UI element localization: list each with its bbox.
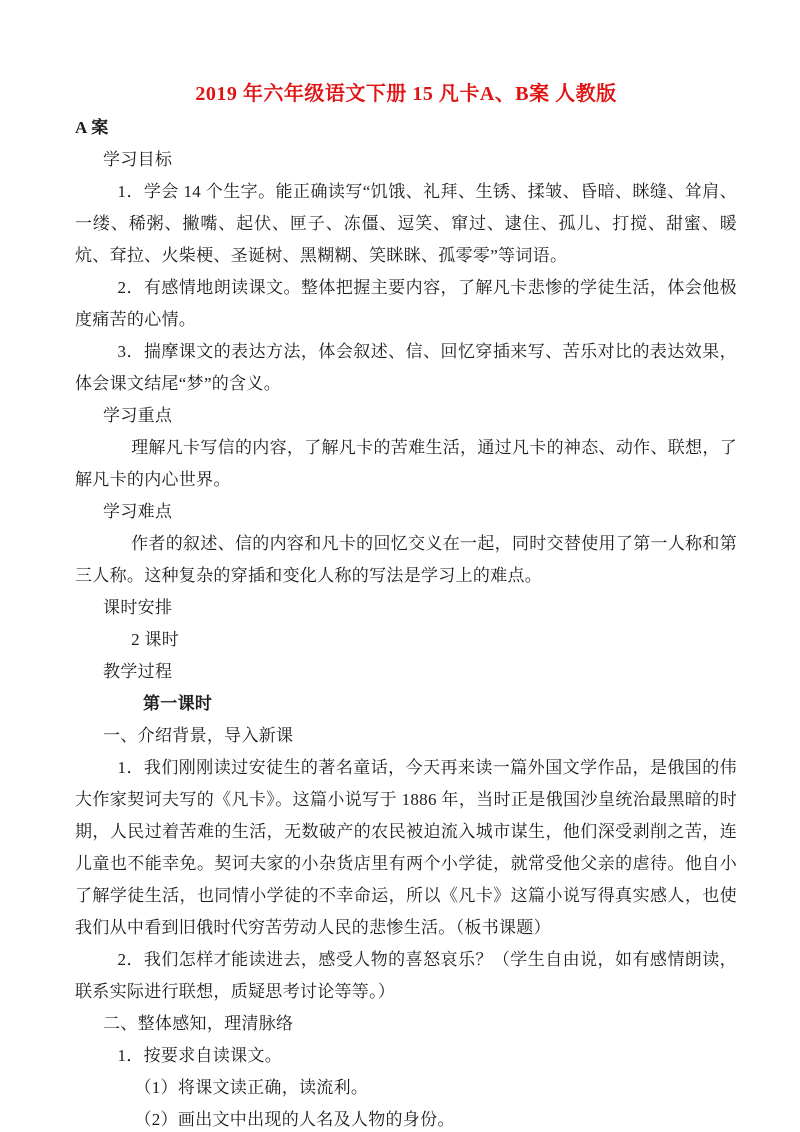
key-points-heading: 学习重点 bbox=[103, 406, 173, 425]
sub-item-1: （1）将课文读正确，读流利。 bbox=[134, 1078, 369, 1097]
schedule-value: 2 课时 bbox=[131, 630, 180, 649]
document-title: 2019 年六年级语文下册 15 凡卡A、B案 人教版 bbox=[195, 83, 617, 105]
objective-item-2: 2．有感情地朗读课文。整体把握主要内容，了解凡卡悲惨的学徒生活，体会他极度痛苦的心情。 bbox=[75, 278, 737, 329]
teaching-process-heading: 教学过程 bbox=[103, 662, 173, 681]
self-reading-item: 1．按要求自读课文。 bbox=[117, 1046, 282, 1065]
part-1-heading: 一、介绍背景，导入新课 bbox=[103, 726, 294, 745]
sub-item-2: （2）画出文中出现的人名及人物的身份。 bbox=[134, 1110, 455, 1129]
key-points-paragraph: 理解凡卡写信的内容，了解凡卡的苦难生活，通过凡卡的神态、动作、联想，了解凡卡的内心世界。 bbox=[75, 438, 737, 489]
difficulties-heading: 学习难点 bbox=[103, 502, 173, 521]
schedule-heading: 课时安排 bbox=[103, 598, 173, 617]
part-2-heading: 二、整体感知，理清脉络 bbox=[103, 1014, 294, 1033]
objectives-heading: 学习目标 bbox=[103, 150, 173, 169]
objective-item-3: 3．揣摩课文的表达方法，体会叙述、信、回忆穿插来写、苦乐对比的表达效果，体会课文结尾“梦”的含义。 bbox=[75, 342, 737, 393]
intro-paragraph-1: 1．我们刚刚读过安徒生的著名童话，今天再来读一篇外国文学作品，是俄国的伟大作家契诃夫写的《凡卡》。这篇小说写于 1886 年，当时正是俄国沙皇统治最黑暗的时期，人民过着苦难的生活，无数破产的农民被迫流入城市谋生，他们深受剥削之苦，连儿童也不能幸免。契诃夫家的小杂货店里有两个小学徒，就常受他父亲的虐待。他自小了解学徒生活，也同情小学徒的不幸命运，所以《凡卡》这篇小说写得真实感人，也使我们从中看到旧俄时代穷苦劳动人民的悲惨生活。（板书课题） bbox=[75, 758, 737, 937]
intro-paragraph-2: 2．我们怎样才能读进去，感受人物的喜怒哀乐？（学生自由说，如有感情朗读，联系实际进行联想，质疑思考讨论等等。） bbox=[75, 950, 737, 1001]
plan-a-heading: A 案 bbox=[75, 118, 109, 137]
difficulties-paragraph: 作者的叙述、信的内容和凡卡的回忆交义在一起，同时交替使用了第一人称和第三人称。这种复杂的穿插和变化人称的写法是学习上的难点。 bbox=[75, 534, 737, 585]
objective-item-1: 1．学会 14 个生字。能正确读写“饥饿、礼拜、生锈、揉皱、昏暗、眯缝、耸肩、一缕、稀粥、撇嘴、起伏、匣子、冻僵、逗笑、窜过、逮住、孤儿、打搅、甜蜜、暖炕、耷拉、火柴梗、圣诞树、黑糊糊、笑眯眯、孤零零”等词语。 bbox=[75, 182, 737, 265]
lesson-1-heading: 第一课时 bbox=[143, 694, 213, 713]
